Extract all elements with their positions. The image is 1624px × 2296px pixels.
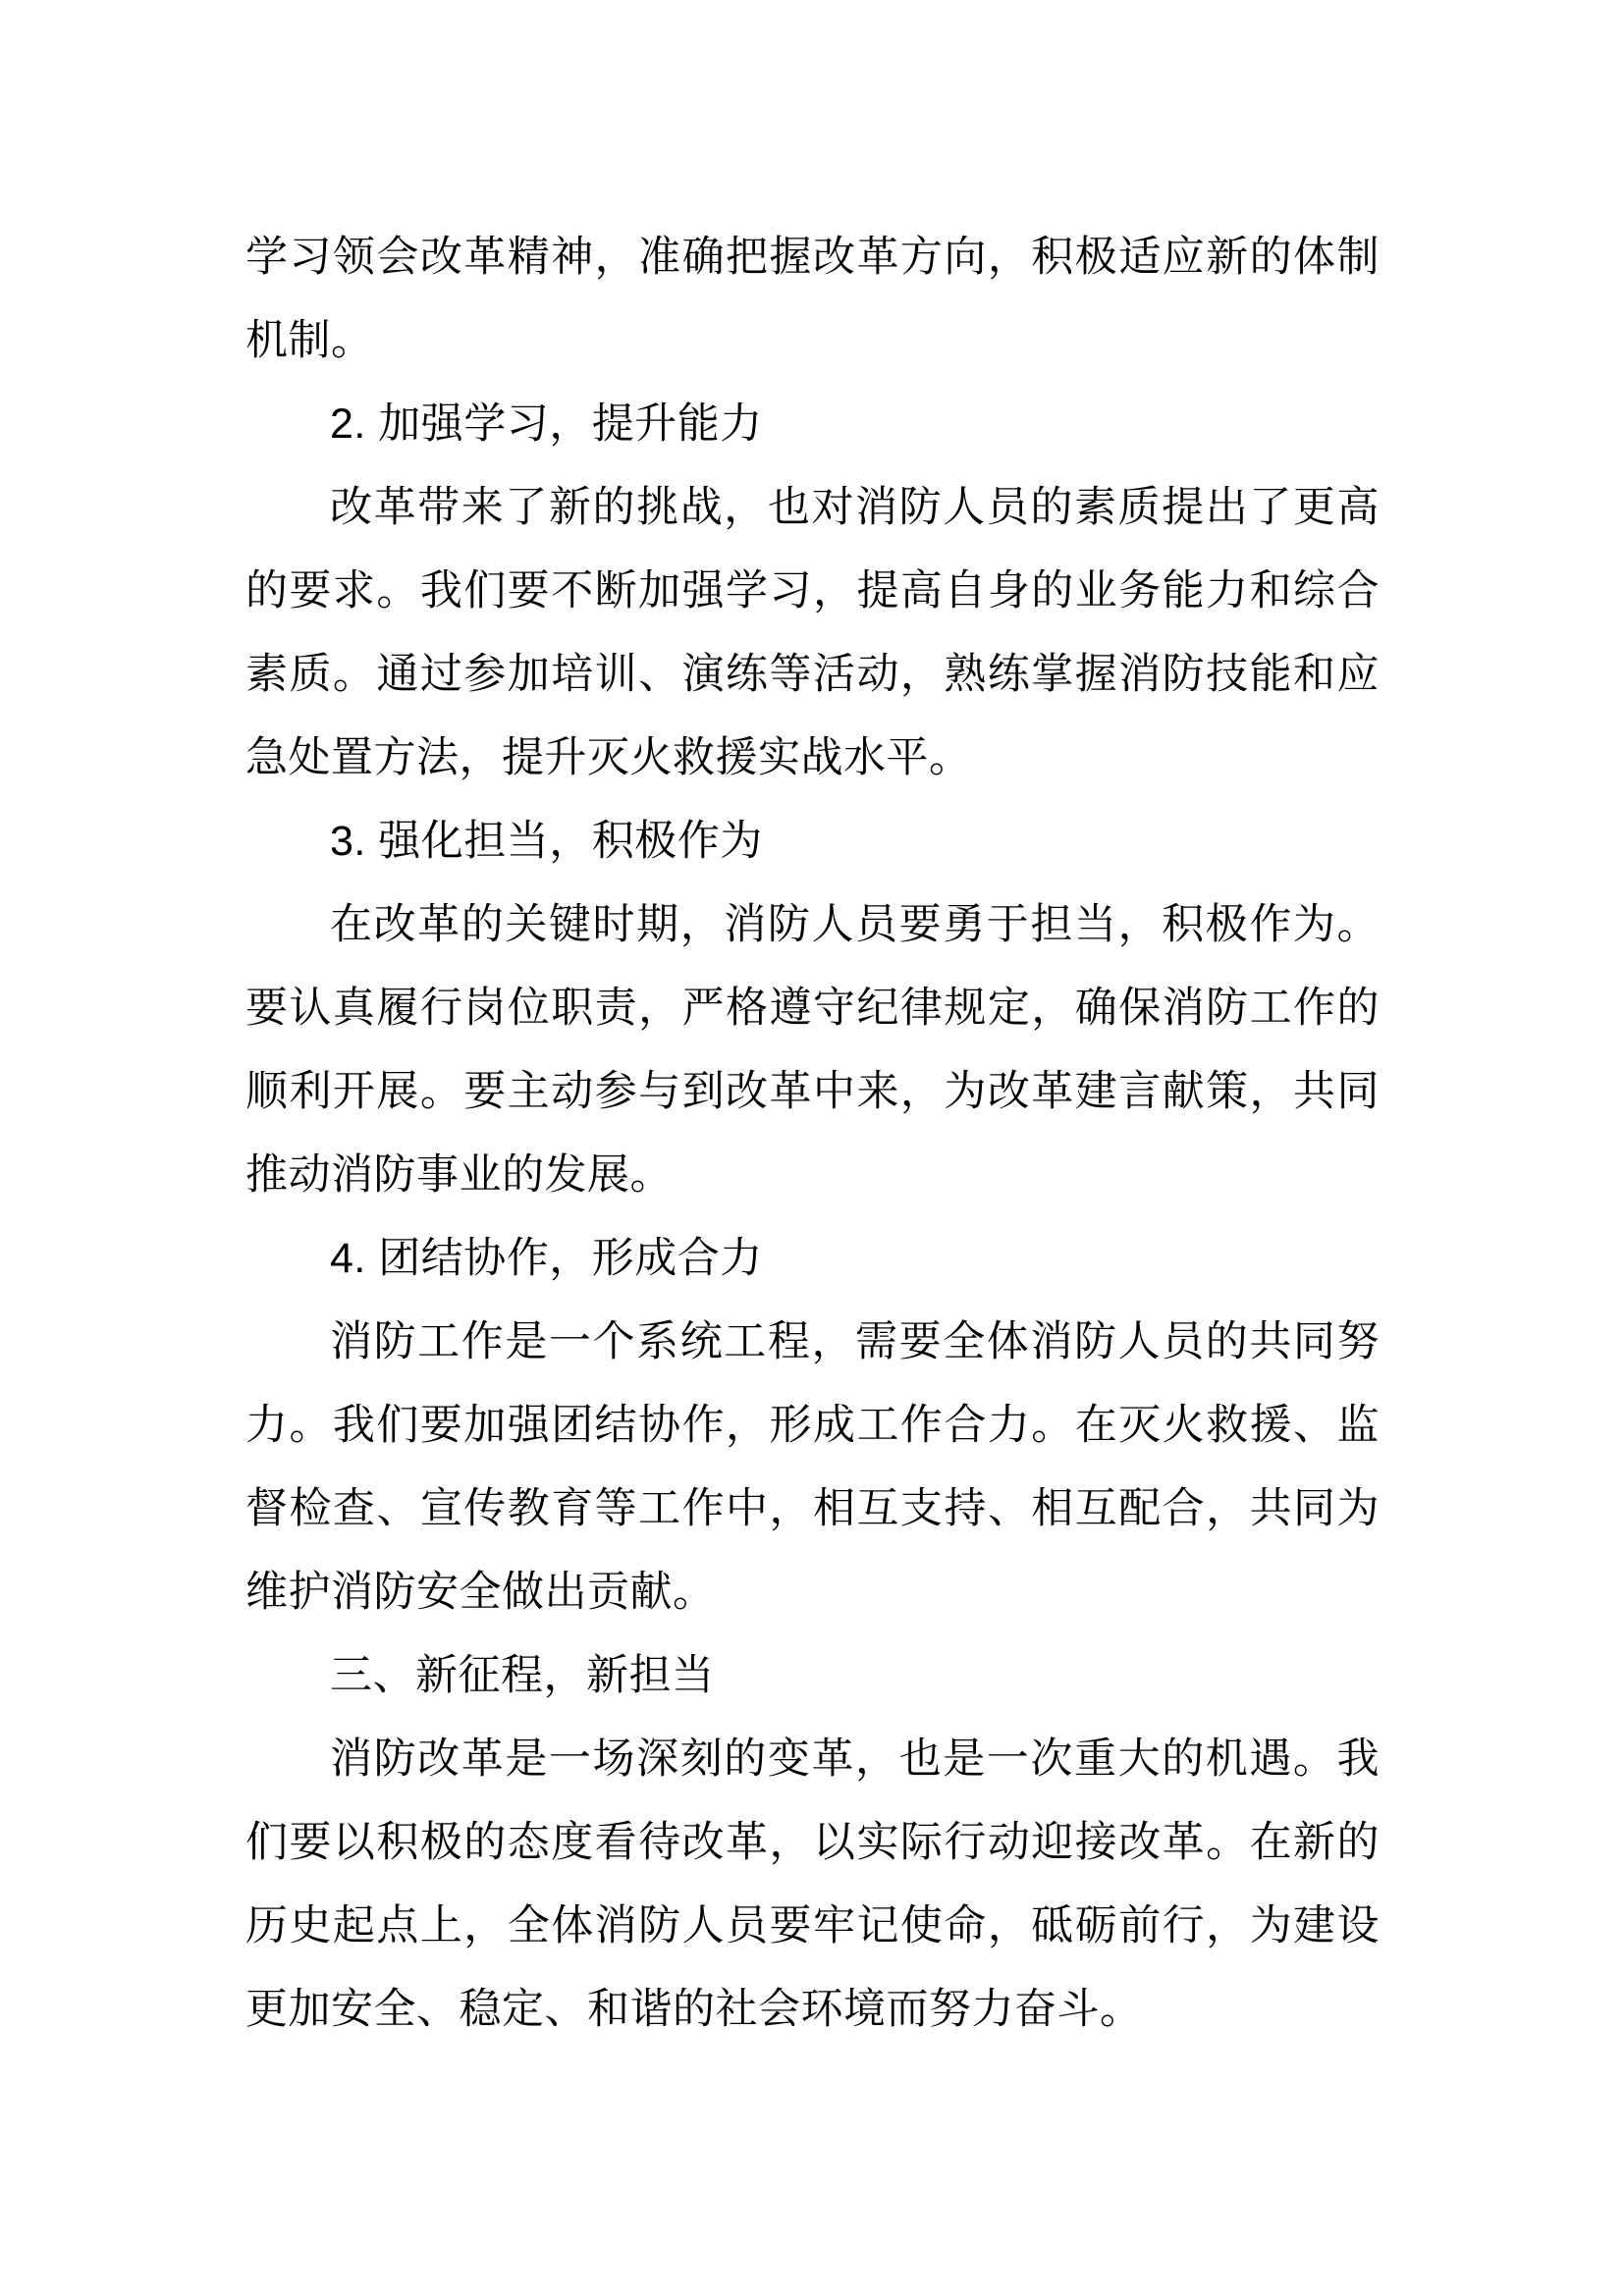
chapter-heading-three: 三、新征程，新担当 (330, 1652, 715, 1699)
section-heading-3: 3. 强化担当，积极作为 (330, 818, 763, 865)
paragraph-section-4: 消防工作是一个系统工程，需要全体消防人员的共同努力。我们要加强团结协作，形成工作合力。在灭火救援、监督检查、宣传教育等工作中，相互支持、相互配合，共同为维护消防安全做出贡献。 (245, 1318, 1380, 1616)
paragraph-section-3: 在改革的关键时期，消防人员要勇于担当，积极作为。要认真履行岗位职责，严格遵守纪律规定，确保消防工作的顺利开展。要主动参与到改革中来，为改革建言献策，共同推动消防事业的发展。 (245, 901, 1380, 1199)
section-heading-4: 4. 团结协作，形成合力 (330, 1235, 763, 1282)
paragraph-continuation: 学习领会改革精神，准确把握改革方向，积极适应新的体制机制。 (245, 234, 1380, 364)
document-body (245, 216, 1380, 2052)
section-heading-2: 2. 加强学习，提升能力 (330, 400, 763, 448)
paragraph-chapter-three: 消防改革是一场深刻的变革，也是一次重大的机遇。我们要以积极的态度看待改革，以实际行动迎接改革。在新的历史起点上，全体消防人员要牢记使命，砥砺前行，为建设更加安全、稳定、和谐的社会环境而努力奋斗。 (245, 1735, 1380, 2033)
paragraph-section-2: 改革带来了新的挑战，也对消防人员的素质提出了更高的要求。我们要不断加强学习，提高自身的业务能力和综合素质。通过参加培训、演练等活动，熟练掌握消防技能和应急处置方法，提升灭火救援实战水平。 (245, 484, 1380, 781)
